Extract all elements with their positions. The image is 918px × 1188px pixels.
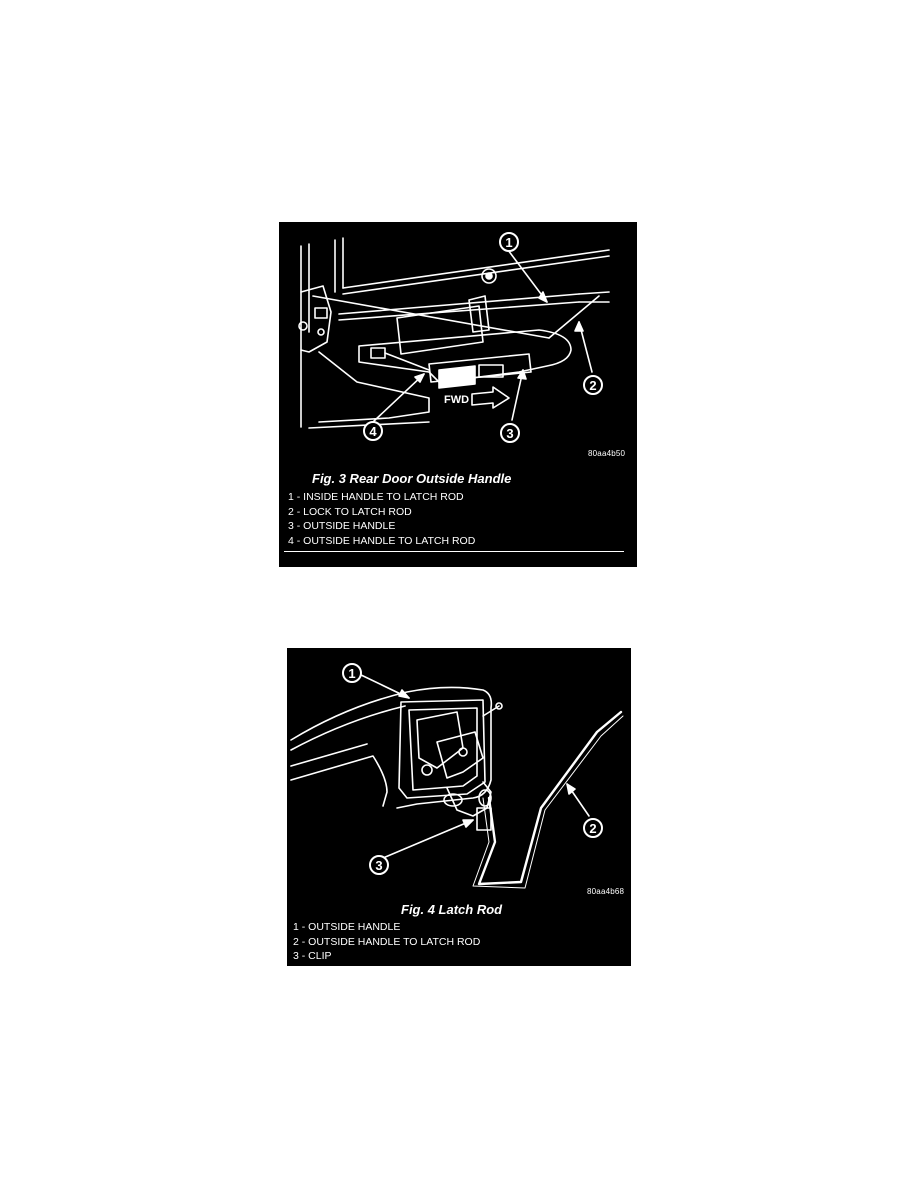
- fig3-legend: [288, 490, 475, 548]
- rear-door-outside-handle-illustration: [279, 222, 637, 462]
- legend-item: 2 - LOCK TO LATCH ROD: [288, 505, 412, 518]
- fig3-bottom-rule: [284, 551, 624, 552]
- figure-latch-rod: [287, 648, 631, 966]
- fig4-callout-1: 1: [342, 663, 362, 683]
- fig3-art-code: 80aa4b50: [588, 449, 626, 458]
- fig4-callout-2: 2: [583, 818, 603, 838]
- fig3-callout-1: 1: [499, 232, 519, 252]
- legend-item: 1 - OUTSIDE HANDLE: [293, 921, 401, 933]
- latch-rod-illustration: [287, 648, 631, 898]
- fig3-callout-3: 3: [500, 423, 520, 443]
- legend-item: 3 - CLIP: [293, 950, 332, 962]
- legend-item: 1 - INSIDE HANDLE TO LATCH ROD: [288, 491, 464, 503]
- legend-item: 3 - OUTSIDE HANDLE: [288, 520, 396, 532]
- fig4-legend: [293, 920, 480, 964]
- figure-rear-door-outside-handle: [279, 222, 637, 567]
- fwd-label: FWD: [444, 394, 470, 406]
- legend-item: 2 - OUTSIDE HANDLE TO LATCH ROD: [293, 935, 481, 948]
- fig3-caption: Fig. 3 Rear Door Outside Handle: [312, 471, 512, 486]
- fig3-callout-4: 4: [363, 421, 383, 441]
- fig4-art-code: 80aa4b68: [587, 887, 625, 896]
- legend-item: 4 - OUTSIDE HANDLE TO LATCH ROD: [288, 534, 476, 547]
- fig4-caption: Fig. 4 Latch Rod: [401, 902, 503, 917]
- fig3-callout-2: 2: [583, 375, 603, 395]
- fig4-callout-3: 3: [369, 855, 389, 875]
